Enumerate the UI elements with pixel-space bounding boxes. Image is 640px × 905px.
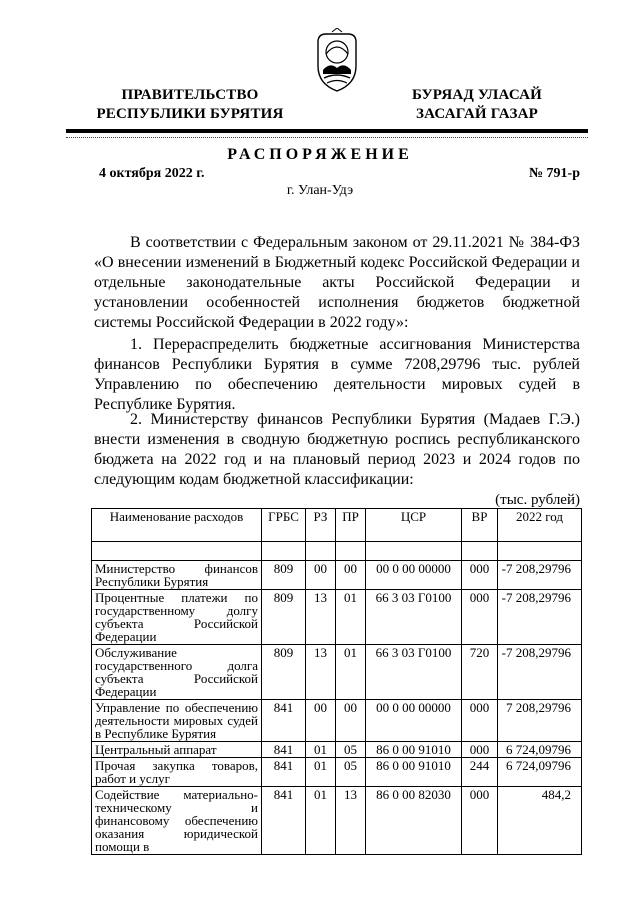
cell-pr: 01 <box>336 590 366 645</box>
table-spacer-row <box>92 542 582 561</box>
cell-csr: 66 3 03 Г0100 <box>366 590 462 645</box>
cell-vr: 000 <box>462 742 498 758</box>
header-government-bua <box>404 86 550 124</box>
cell-amount: 484,2 <box>498 787 582 855</box>
header-divider-thick <box>66 129 588 133</box>
document-date: 4 октября 2022 г. <box>99 166 205 181</box>
cell-grbs: 841 <box>262 758 306 787</box>
table-units: (тыс. рублей) <box>495 492 580 508</box>
table-row <box>92 742 582 758</box>
col-header-pr: ПР <box>336 509 366 542</box>
document-city: г. Улан-Удэ <box>286 183 354 198</box>
cell-amount: 6 724,09796 <box>498 758 582 787</box>
cell-rz: 13 <box>306 590 336 645</box>
header-left-line1: ПРАВИТЕЛЬСТВО <box>121 87 259 103</box>
cell-name: Прочая закупка товаров, работ и услуг <box>92 758 262 787</box>
cell-csr: 86 0 00 91010 <box>366 742 462 758</box>
cell-name: Министерство финансов Республики Бурятия <box>92 561 262 590</box>
table-row <box>92 700 582 742</box>
cell-rz: 01 <box>306 787 336 855</box>
cell-vr: 000 <box>462 590 498 645</box>
cell-grbs: 841 <box>262 787 306 855</box>
cell-rz: 01 <box>306 742 336 758</box>
col-header-rz: РЗ <box>306 509 336 542</box>
header-divider-dotted <box>66 137 588 138</box>
cell-rz: 00 <box>306 561 336 590</box>
cell-pr: 01 <box>336 645 366 700</box>
cell-vr: 000 <box>462 700 498 742</box>
cell-name: Управление по обеспечению деятельности мировых судей в Республике Бурятия <box>92 700 262 742</box>
table-header-row <box>92 509 582 542</box>
cell-vr: 244 <box>462 758 498 787</box>
budget-table <box>91 508 582 855</box>
preamble-paragraph: В соответствии с Федеральным законом от 29.11.2021 № 384-ФЗ «О внесении изменений в Бюджетный кодекс Российской Федерации и отдельные законодательные акты Российской Федерации и установлении особенностей исполнения бюджетов бюджетной системы Российской Федерации в 2022 году»: <box>94 234 580 331</box>
table-row <box>92 590 582 645</box>
cell-name: Содействие материально-техническому и финансовому обеспечению оказания юридической помощи в <box>92 787 262 855</box>
cell-csr: 00 0 00 00000 <box>366 700 462 742</box>
cell-csr: 66 3 03 Г0100 <box>366 645 462 700</box>
cell-csr: 86 0 00 91010 <box>366 758 462 787</box>
table-row <box>92 561 582 590</box>
document-number: № 791-р <box>528 166 580 181</box>
header-right-line1: БУРЯАД УЛАСАЙ <box>411 87 543 103</box>
cell-amount: -7 208,29796 <box>498 561 582 590</box>
cell-grbs: 809 <box>262 590 306 645</box>
cell-pr: 05 <box>336 758 366 787</box>
cell-vr: 000 <box>462 561 498 590</box>
col-header-amount: 2022 год <box>498 509 582 542</box>
table-row <box>92 787 582 855</box>
col-header-name: Наименование расходов <box>92 509 262 542</box>
item-2-paragraph: 2. Министерству финансов Республики Бурятия (Мадаев Г.Э.) внести изменения в сводную бюджетную роспись республиканского бюджета на 2022 год и на плановый период 2023 и 2024 годов по следующим кодам бюджетной классификации: <box>94 411 580 488</box>
cell-rz: 01 <box>306 758 336 787</box>
cell-pr: 13 <box>336 787 366 855</box>
cell-vr: 000 <box>462 787 498 855</box>
table-row <box>92 758 582 787</box>
cell-csr: 86 0 00 82030 <box>366 787 462 855</box>
cell-csr: 00 0 00 00000 <box>366 561 462 590</box>
cell-name: Обслуживание государственного долга субъекта Российской Федерации <box>92 645 262 700</box>
cell-pr: 00 <box>336 700 366 742</box>
cell-pr: 05 <box>336 742 366 758</box>
cell-vr: 720 <box>462 645 498 700</box>
table-row <box>92 645 582 700</box>
cell-grbs: 841 <box>262 700 306 742</box>
item-1-paragraph: 1. Перераспределить бюджетные ассигнования Министерства финансов Республики Бурятия в сумме 7208,29796 тыс. рублей Управлению по обеспечению деятельности мировых судей в Республике Бурятия. <box>94 336 580 413</box>
header-right-line2: ЗАСАГАЙ ГАЗАР <box>416 106 538 122</box>
cell-name: Процентные платежи по государственному долгу субъекта Российской Федерации <box>92 590 262 645</box>
cell-amount: -7 208,29796 <box>498 645 582 700</box>
col-header-grbs: ГРБС <box>262 509 306 542</box>
cell-amount: 7 208,29796 <box>498 700 582 742</box>
col-header-vr: ВР <box>462 509 498 542</box>
header-government-ru <box>90 86 290 124</box>
cell-grbs: 841 <box>262 742 306 758</box>
cell-grbs: 809 <box>262 561 306 590</box>
cell-rz: 00 <box>306 700 336 742</box>
cell-rz: 13 <box>306 645 336 700</box>
cell-name: Центральный аппарат <box>92 742 262 758</box>
coat-of-arms-emblem <box>312 28 362 94</box>
header-left-line2: РЕСПУБЛИКИ БУРЯТИЯ <box>96 106 284 122</box>
cell-pr: 00 <box>336 561 366 590</box>
document-title: РАСПОРЯЖЕНИЕ <box>227 146 413 163</box>
cell-amount: 6 724,09796 <box>498 742 582 758</box>
cell-amount: -7 208,29796 <box>498 590 582 645</box>
col-header-csr: ЦСР <box>366 509 462 542</box>
cell-grbs: 809 <box>262 645 306 700</box>
